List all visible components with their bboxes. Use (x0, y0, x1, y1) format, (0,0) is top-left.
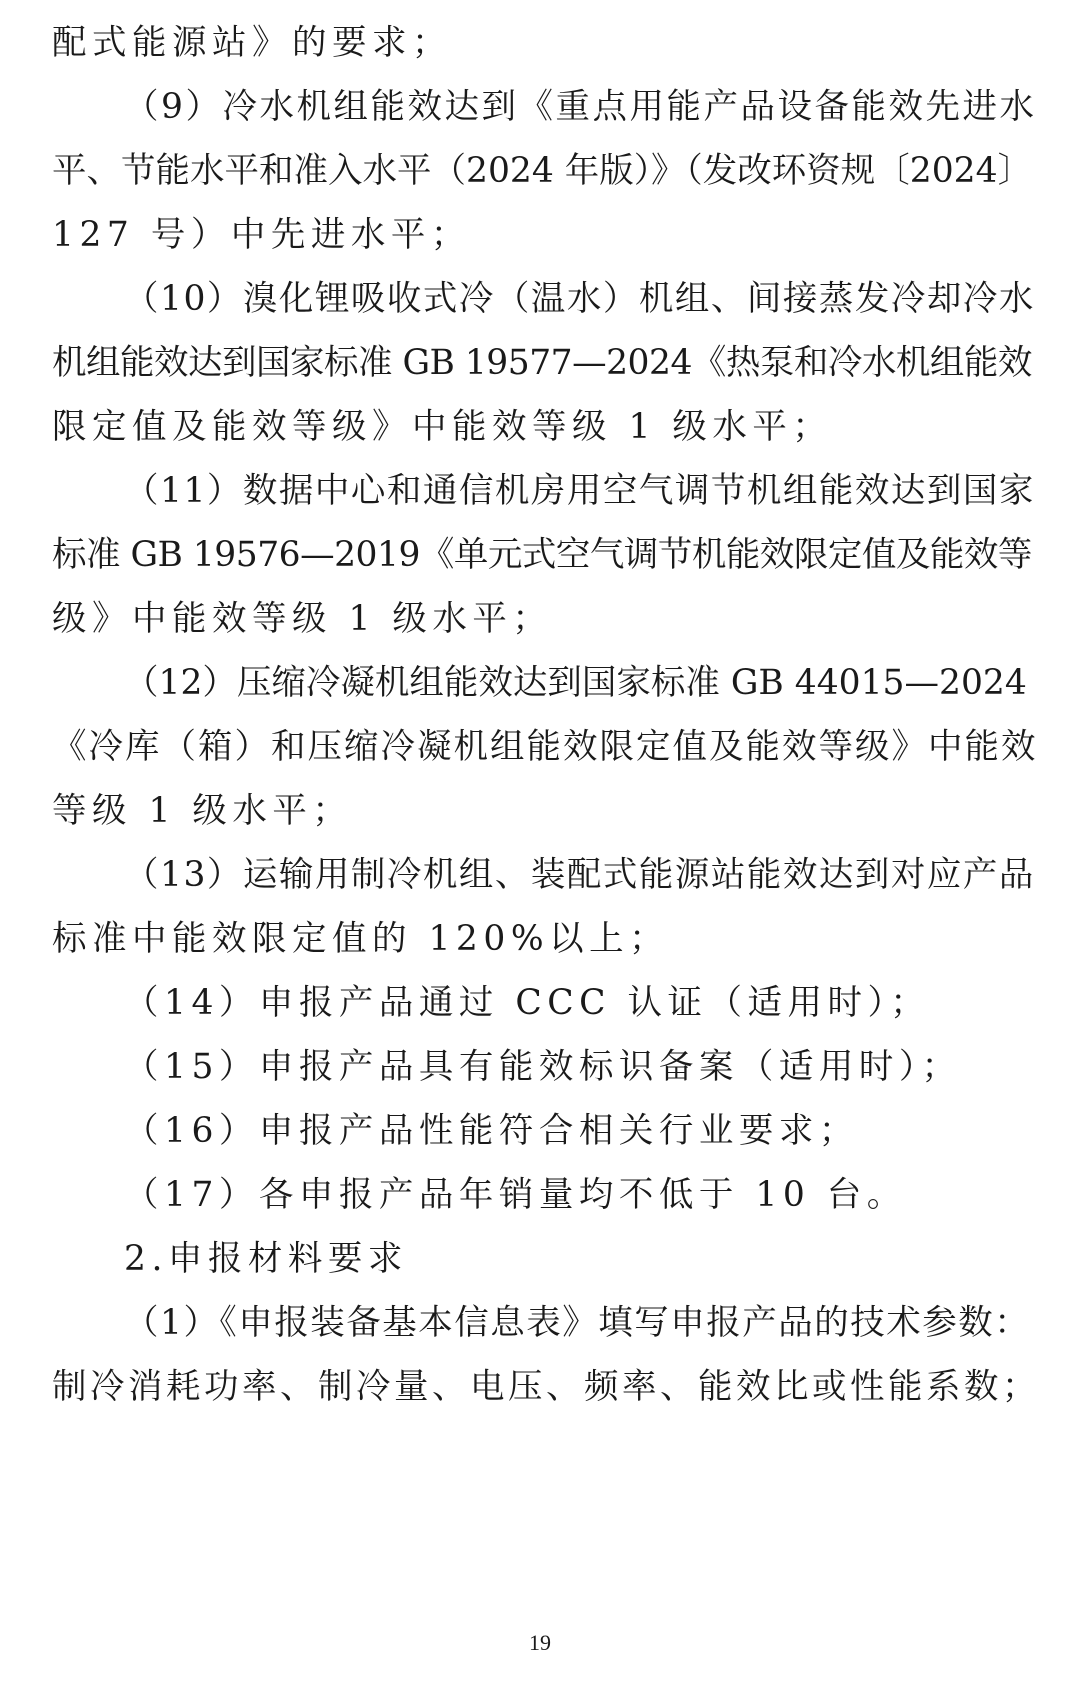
text-line: 标准中能效限定值的 120%以上； (52, 919, 670, 959)
text-line: 级》中能效等级 1 级水平； (52, 599, 553, 639)
page-number: 19 (529, 1630, 551, 1655)
text-line: 机组能效达到国家标准 GB 19577—2024《热泵和冷水机组能效 (52, 343, 1032, 383)
text-line: （12）压缩冷凝机组能效达到国家标准 GB 44015—2024 (124, 663, 1027, 703)
text-line: （13）运输用制冷机组、装配式能源站能效达到对应产品 (124, 855, 1035, 895)
text-line: （9）冷水机组能效达到《重点用能产品设备能效先进水 (124, 87, 1037, 127)
text-line: （11）数据中心和通信机房用空气调节机组能效达到国家 (124, 471, 1035, 511)
section-heading: 2.申报材料要求 (124, 1239, 408, 1279)
text-line: 配式能源站》的要求； (52, 23, 452, 63)
text-line: 制冷消耗功率、制冷量、电压、频率、能效比或性能系数； (52, 1367, 1040, 1407)
text-line: （1）《申报装备基本信息表》填写申报产品的技术参数： (124, 1303, 1031, 1343)
text-line: 标准 GB 19576—2019《单元式空气调节机能效限定值及能效等 (52, 535, 1032, 575)
text-line: 《冷库（箱）和压缩冷凝机组能效限定值及能效等级》中能效 (52, 727, 1038, 767)
text-line: （16）申报产品性能符合相关行业要求； (124, 1111, 859, 1151)
text-line: （17）各申报产品年销量均不低于 10 台。 (124, 1175, 907, 1215)
text-line: （10）溴化锂吸收式冷（温水）机组、间接蒸发冷却冷水 (124, 279, 1035, 319)
text-line: （14）申报产品通过 CCC 认证（适用时）； (124, 983, 931, 1023)
text-line: 127 号）中先进水平； (52, 215, 471, 255)
text-line: 限定值及能效等级》中能效等级 1 级水平； (52, 407, 833, 447)
text-line: 平、节能水平和准入水平（2024 年版）》（发改环资规〔2024〕 (52, 151, 1033, 191)
text-line: （15）申报产品具有能效标识备案（适用时）； (124, 1047, 962, 1087)
text-line: 等级 1 级水平； (52, 791, 353, 831)
